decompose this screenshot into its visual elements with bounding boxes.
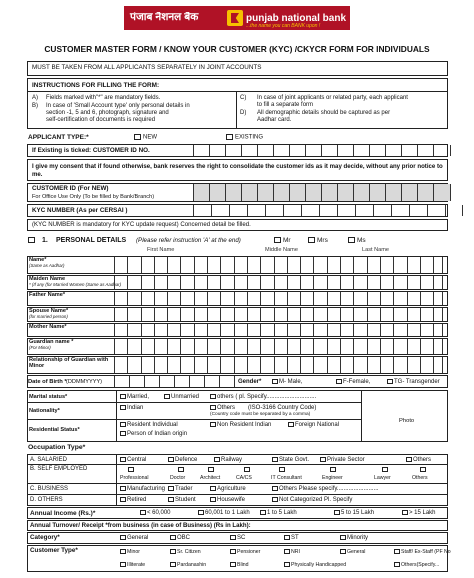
bank-name-english: punjab national bank	[246, 12, 347, 24]
option-checkbox[interactable]	[170, 535, 176, 540]
option-checkbox[interactable]	[128, 467, 134, 472]
option-checkbox[interactable]	[279, 467, 285, 472]
name-row: Guardian name * (For Minor)	[27, 338, 448, 355]
nationality-others-checkbox[interactable]	[210, 405, 216, 410]
option-checkbox[interactable]	[168, 486, 174, 491]
married-checkbox[interactable]	[120, 394, 126, 399]
option-checkbox[interactable]	[140, 510, 146, 515]
pnb-emblem-icon	[227, 10, 243, 26]
option-checkbox[interactable]	[230, 562, 236, 567]
option-checkbox[interactable]	[382, 467, 388, 472]
consent-text: I give my consent that if found otherwise, bank reserves the right to consolidate the customer ids as it may decide, without any prior notice to me.	[32, 163, 443, 179]
unmarried-checkbox[interactable]	[164, 394, 170, 399]
option-checkbox[interactable]	[214, 457, 220, 462]
personal-details-checkbox[interactable]	[28, 237, 35, 243]
option-checkbox[interactable]	[320, 457, 326, 462]
option-checkbox[interactable]	[208, 467, 214, 472]
option-checkbox[interactable]	[334, 510, 340, 515]
kyc-box: KYC NUMBER (As per CERSAI )	[27, 204, 448, 217]
customer-type-row: Customer Type* Minor Sr. Citizen Pensioner NRI General Staff/ Ex-Staff (PF No Illiterate Pardanashin Blind Physically Handicapped Others(Specify...	[27, 545, 448, 572]
joint-note-box	[27, 61, 448, 76]
option-checkbox[interactable]	[394, 549, 400, 554]
name-row: Relationship of Guardian with Minor	[27, 356, 448, 374]
instruction-c: In case of joint applicants or related party, each applicant	[257, 95, 408, 101]
instruction-a: Fields marked with"*" are mandatory fields.	[46, 95, 161, 101]
name-input[interactable]	[114, 292, 443, 305]
bank-header	[0, 0, 474, 38]
dob-row: Date of Birth * (DDMMYYYY) Gender* M- Male, F-Female, TG- Transgender	[27, 375, 448, 388]
option-checkbox[interactable]	[272, 497, 278, 502]
status-block: Marital status* Married, Unmarried others ( pl. Specify.............................. Nationality* Indian Others (ISO-3166 Country Code) (Country code must be separated by a comma) Residential Status* Resident Individual Non Resident Indian Foreign National Person of Indian origin Photo	[27, 390, 448, 442]
occupation-block: A. SALARIED B. SELF EMPLOYED C. BUSINESS D. OTHERS Central Defence Railway State Govt. Private Sector Others Professional Doctor Architect CA/CS IT Consultant Engineer Lawyer Others Manufacturing Trader Agriculture Others Please specify......................... Retired Student Housewife Not Categorized Pl. Specify	[27, 454, 448, 506]
kyc-note-box: (KYC NUMBER is mandatory for KYC update request) Concerned detail be filled.	[27, 219, 448, 231]
option-checkbox[interactable]	[168, 457, 174, 462]
photo-box[interactable]: Photo	[399, 418, 415, 424]
bank-name-hindi: पंजाब नैशनल बैंक	[130, 12, 199, 24]
option-checkbox[interactable]	[284, 535, 290, 540]
option-checkbox[interactable]	[120, 457, 126, 462]
pio-checkbox[interactable]	[120, 431, 126, 436]
option-checkbox[interactable]	[120, 562, 126, 567]
turnover-row: Annual Turnover/ Receipt *from business (in case of Business) (Rs in Lakh):	[27, 520, 448, 531]
ms-checkbox[interactable]	[348, 237, 355, 243]
bank-tagline: ...the name you can BANK upon !	[246, 22, 321, 29]
instructions-heading: INSTRUCTIONS FOR FILLING THE FORM:	[32, 82, 160, 89]
existing-id-input[interactable]	[193, 145, 451, 156]
instructions-box: INSTRUCTIONS FOR FILLING THE FORM: A) Fields marked with"*" are mandatory fields. B) In case of 'Small Account type' only personal details in section -1, 5 and 6, photograph, signature and self-certification of documents is required C) In case of joint applicants or related party, each applicant to fill a separate form D) All demographic details should be captured as per Aadhar card.	[27, 78, 448, 129]
option-checkbox[interactable]	[210, 486, 216, 491]
option-checkbox[interactable]	[170, 562, 176, 567]
option-checkbox[interactable]	[272, 486, 278, 491]
name-input[interactable]	[114, 308, 443, 321]
category-row: Category* General OBC SC ST Minority	[27, 532, 448, 544]
option-checkbox[interactable]	[340, 535, 346, 540]
resident-individual-checkbox[interactable]	[120, 422, 126, 427]
option-checkbox[interactable]	[272, 457, 278, 462]
new-checkbox[interactable]	[134, 134, 141, 140]
option-checkbox[interactable]	[260, 510, 266, 515]
nationality-indian-checkbox[interactable]	[120, 405, 126, 410]
option-checkbox[interactable]	[120, 549, 126, 554]
customer-id-box: CUSTOMER ID (For NEW) For Office Use Only (To be filled by Bank/Branch)	[27, 183, 448, 202]
mrs-checkbox[interactable]	[308, 237, 315, 243]
kyc-number-input[interactable]	[193, 205, 463, 216]
option-checkbox[interactable]	[420, 467, 426, 472]
option-checkbox[interactable]	[120, 486, 126, 491]
form-title: CUSTOMER MASTER FORM / KNOW YOUR CUSTOMER (KYC) /CKYCR FORM FOR INDIVIDUALS	[44, 44, 430, 54]
applicant-type-label: APPLICANT TYPE:*	[28, 134, 89, 141]
option-checkbox[interactable]	[402, 510, 408, 515]
option-checkbox[interactable]	[178, 467, 184, 472]
name-input[interactable]	[114, 257, 443, 273]
option-checkbox[interactable]	[406, 457, 412, 462]
name-input[interactable]	[114, 324, 443, 336]
option-checkbox[interactable]	[120, 535, 126, 540]
option-checkbox[interactable]	[394, 562, 400, 567]
mr-checkbox[interactable]	[274, 237, 281, 243]
foreign-national-checkbox[interactable]	[288, 422, 294, 427]
name-row: Spouse Name* (for married person)	[27, 307, 448, 322]
option-checkbox[interactable]	[340, 549, 346, 554]
personal-details-title: PERSONAL DETAILS	[56, 237, 127, 244]
name-row: Name* (Same as Aadhar)	[27, 256, 448, 274]
option-checkbox[interactable]	[330, 467, 336, 472]
option-checkbox[interactable]	[230, 549, 236, 554]
marital-others-checkbox[interactable]	[210, 394, 216, 399]
dob-input[interactable]	[114, 376, 235, 387]
name-input[interactable]	[114, 276, 443, 289]
name-input[interactable]	[114, 357, 443, 373]
option-checkbox[interactable]	[244, 467, 250, 472]
instruction-d: All demographic details should be captured as per	[257, 110, 391, 116]
option-checkbox[interactable]	[284, 549, 290, 554]
existing-checkbox[interactable]	[226, 134, 233, 140]
name-input[interactable]	[114, 339, 443, 354]
option-checkbox[interactable]	[284, 562, 290, 567]
existing-id-box: If Existing is ticked: CUSTOMER ID NO.	[27, 144, 448, 157]
gender-female-checkbox[interactable]	[336, 379, 342, 384]
name-row: Father Name*	[27, 291, 448, 306]
nri-checkbox[interactable]	[210, 422, 216, 427]
gender-tg-checkbox[interactable]	[387, 379, 393, 384]
income-row: Annual Income (Rs.)* < 60,000 60,001 to 1 Lakh 1 to 5 Lakh 5 to 15 Lakh > 15 Lakh	[27, 507, 448, 519]
option-checkbox[interactable]	[168, 497, 174, 502]
option-checkbox[interactable]	[198, 510, 204, 515]
name-row: Maiden Name * (If any (for Married Women (Same as Aadhar)	[27, 275, 448, 290]
option-checkbox[interactable]	[230, 535, 236, 540]
option-checkbox[interactable]	[210, 497, 216, 502]
gender-male-checkbox[interactable]	[272, 379, 278, 384]
option-checkbox[interactable]	[120, 497, 126, 502]
joint-note: MUST BE TAKEN FROM ALL APPLICANTS SEPARATELY IN JOINT ACCOUNTS	[32, 64, 262, 71]
name-row: Mother Name*	[27, 323, 448, 337]
consent-box	[27, 159, 448, 181]
bank-logo	[124, 6, 350, 30]
customer-id-input[interactable]	[193, 184, 451, 201]
instruction-b: In case of 'Small Account type' only personal details in	[46, 103, 190, 109]
option-checkbox[interactable]	[170, 549, 176, 554]
